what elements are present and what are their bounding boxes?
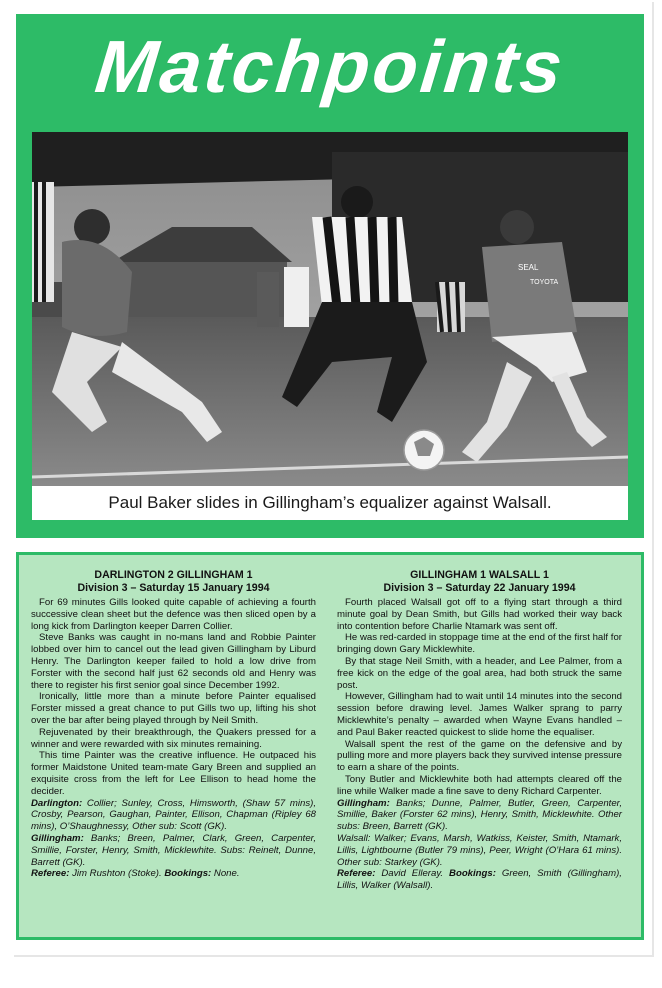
report-paragraph: Rejuvenated by their breakthrough, the Quakers pressed for a winner and were rewarded with six minutes remaining. bbox=[31, 726, 316, 750]
bookings-text: None. bbox=[213, 868, 240, 880]
match-photo-illustration bbox=[32, 132, 628, 486]
report-heading bbox=[31, 569, 316, 595]
report-paragraph: This time Painter was the creative influence. He outpaced his former Maidstone United team-mate Gary Breen and supplied an exquisite cross from the left for Lee Ellison to head home the decider. bbox=[31, 750, 316, 797]
report-gillingham-walsall bbox=[337, 569, 622, 892]
report-paragraph: Walsall spent the rest of the game on the defensive and by pulling more and more players back they survived intense pressure to earn a share of the points. bbox=[337, 738, 622, 774]
report-heading bbox=[337, 569, 622, 595]
page-title: Matchpoints bbox=[91, 24, 569, 108]
bookings-text: Green, Smith (Gillingham), Lillis, Walker (Walsall). bbox=[337, 868, 622, 892]
report-paragraph: He was red-carded in stoppage time at the end of the first half for bringing down Gary Micklewhite. bbox=[337, 632, 622, 656]
report-title: GILLINGHAM 1 WALSALL 1 bbox=[410, 569, 549, 581]
lineup-text: Banks; Breen, Palmer, Clark, Green, Carpenter, Smillie, Forster, Henry, Smith, Micklewhite. Subs: Reinelt, Dunne, Barrett (GK). bbox=[31, 832, 316, 868]
bookings-label: Bookings: bbox=[164, 868, 212, 880]
lineup-text: Banks; Dunne, Palmer, Butler, Green, Carpenter, Smillie, Baker (Forster 62 mins), Henry, Smith, Micklewhite. Other subs: Breen, Barrett (GK). bbox=[337, 797, 622, 833]
photo-panel bbox=[16, 118, 644, 538]
referee-name: Jim Rushton (Stoke). bbox=[72, 868, 162, 880]
report-paragraph: Ironically, little more than a minute before Painter equalised Forster missed a great chance to put Gills two up, lifting his shot over the bar after being played through by Neil Smith. bbox=[31, 691, 316, 726]
report-subtitle: Division 3 – Saturday 15 January 1994 bbox=[77, 582, 270, 594]
referee-name: David Elleray. bbox=[381, 868, 444, 880]
lineup-label: Walsall: bbox=[337, 832, 371, 844]
report-subtitle: Division 3 – Saturday 22 January 1994 bbox=[383, 582, 576, 594]
lineup-gillingham bbox=[337, 798, 622, 833]
report-paragraph: Steve Banks was caught in no-mans land and Robbie Painter lobbed over him to cancel out the lead given Gillingham by Liburd Henry. The Darlington keeper failed to hold a low drive from Forster with the second half just 62 seconds old and Henry was there to register his first senior goal since December 1992. bbox=[31, 632, 316, 691]
referee-label: Referee: bbox=[337, 868, 376, 880]
referee-line bbox=[31, 868, 316, 880]
report-paragraph: Tony Butler and Micklewhite both had attempts cleared off the line while Walker made a fine save to deny Richard Carpenter. bbox=[337, 773, 622, 797]
caption-bar bbox=[32, 486, 628, 520]
report-paragraph: Fourth placed Walsall got off to a flying start through a third minute goal by Dean Smith, but Gills had worked their way back into contention before Charlie Ntamark was sent off. bbox=[337, 597, 622, 632]
shirt-sponsor-1: SEAL bbox=[518, 263, 539, 272]
report-paragraph: For 69 minutes Gills looked quite capable of achieving a fourth successive clean sheet but the defence was then sliced open by a long kick from Darlington keeper Darren Collier. bbox=[31, 597, 316, 632]
photo-caption: Paul Baker slides in Gillingham’s equalizer against Walsall. bbox=[108, 493, 552, 512]
lineup-text: Walker; Evans, Marsh, Watkiss, Keister, Smith, Ntamark, Lillis, Lightbourne (Butler 79 mins), Peer, Wright (O’Hara 61 mins). Other sub: Starkey (GK). bbox=[337, 832, 622, 868]
masthead-banner bbox=[16, 14, 644, 118]
lineup-label: Darlington: bbox=[31, 797, 83, 809]
report-darlington-gillingham bbox=[31, 569, 316, 880]
match-photo bbox=[32, 132, 628, 486]
lineup-label: Gillingham: bbox=[31, 832, 84, 844]
lineup-gillingham bbox=[31, 833, 316, 868]
report-paragraph: By that stage Neil Smith, with a header, and Lee Palmer, from a free kick on the edge of the goal area, had both struck the same post. bbox=[337, 655, 622, 691]
shirt-sponsor-2: TOYOTA bbox=[530, 279, 559, 286]
report-paragraph: However, Gillingham had to wait until 14 minutes into the second session before drawing level. James Walker sprang to parry Micklewhite’s penalty – awarded when Wayne Evans handled – and Paul Baker reacted quickest to slide home the equaliser. bbox=[337, 691, 622, 738]
referee-line bbox=[337, 868, 622, 892]
lineup-walsall bbox=[337, 833, 622, 868]
lineup-text: Collier; Sunley, Cross, Himsworth, (Shaw 57 mins), Crosby, Pearson, Gaughan, Painter, Ellison, Chapman (Ripley 68 mins), O’Shaughnessy, Other sub: Scott (GK). bbox=[31, 797, 316, 833]
referee-label: Referee: bbox=[31, 868, 70, 880]
lineup-darlington bbox=[31, 798, 316, 833]
lineup-label: Gillingham: bbox=[337, 797, 390, 809]
match-reports-panel bbox=[16, 552, 644, 940]
report-title: DARLINGTON 2 GILLINGHAM 1 bbox=[94, 569, 253, 581]
bookings-label: Bookings: bbox=[449, 868, 496, 880]
